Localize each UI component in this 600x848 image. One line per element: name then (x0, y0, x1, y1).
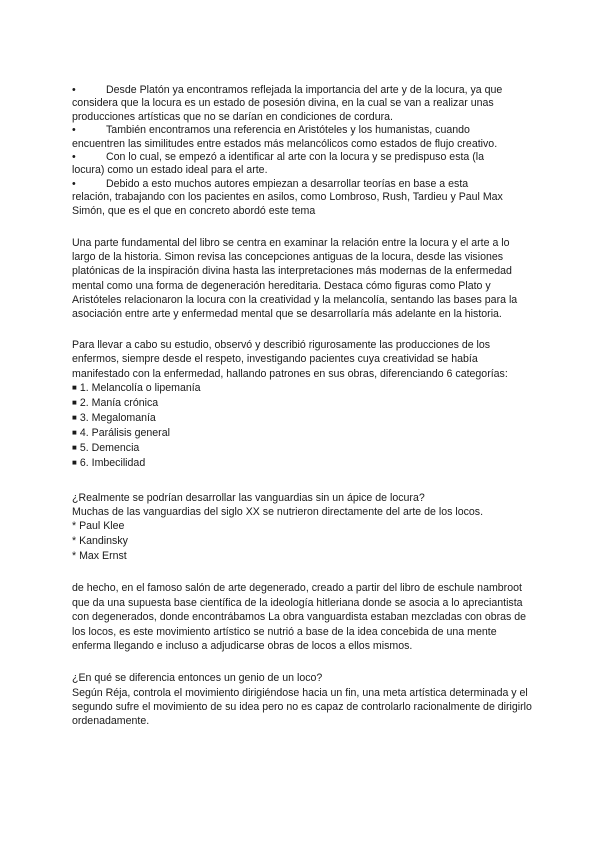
paragraph-study: Para llevar a cabo su estudio, observó y describió rigurosamente las producciones de los enfermos, siempre desde el respeto, investigando pacientes cuya creatividad se había manifestado con la enfermedad, hallando patrones en sus obras, diferenciando 6 categorías: (72, 339, 508, 380)
list-item (72, 84, 532, 124)
paragraph-degenerate-art: de hecho, en el famoso salón de arte degenerado, creado a partir del libro de eschule nambroot que da una supuesta base científica de la ideología hitleriana donde se asocia a lo apreciantista con degenerados, donde encontrábamos La obra vanguardista estaban mezcladas con obras de los locos, es este movimiento artístico se nutrió a base de la idea concebida de una mente enferma llegando e incluso a adjudicarse obras de locos a ellos mismos. (72, 582, 527, 652)
list-item: ■ 3. Megalomanía (72, 411, 532, 426)
bullet-text-first-line: También encontramos una referencia en Aristóteles y los humanistas, cuando (106, 124, 470, 137)
vanguard-intro: Muchas de las vanguardias del siglo XX se nutrieron directamente del arte de los locos. (72, 506, 484, 519)
bullet-text-continuation: relación, trabajando con los pacientes en asilos, como Lombroso, Rush, Tardieu y Paul Max Simón, que es el que en concreto abordó este tema (72, 191, 503, 217)
paragraph-reja: Según Réja, controla el movimiento dirigiéndose hacia un fin, una meta artística determinada y el segundo sufre el movimiento de su idea pero no es capaz de controlarlo racionalmente de dirigirlo ordenadamente. (72, 686, 532, 727)
bullet-text-continuation: encuentren las similitudes entre estados más melancólicos como estados de flujo creativo. (72, 137, 498, 150)
question-genius: ¿En qué se diferencia entonces un genio de un loco? (72, 672, 323, 685)
bullet-text-continuation: locura) como un estado ideal para el arte. (72, 164, 268, 177)
list-item: * Paul Klee (72, 520, 125, 533)
list-item: * Kandinsky (72, 535, 128, 548)
artist-list (72, 519, 532, 564)
bullet-text-first-line: Con lo cual, se empezó a identificar al arte con la locura y se predispuso esta (la (106, 151, 485, 164)
document-page (72, 84, 532, 728)
list-item: ■ 2. Manía crónica (72, 396, 532, 411)
list-item (72, 124, 532, 151)
list-item: ■ 5. Demencia (72, 441, 532, 456)
bullet-text-continuation: considera que la locura es un estado de posesión divina, en la cual se van a realizar unas producciones artísticas que no se darían en condiciones de cordura. (72, 97, 494, 123)
bullet-dot: • (72, 151, 76, 164)
bullet-dot: • (72, 84, 76, 96)
list-item (72, 178, 532, 218)
paragraph-history: Una parte fundamental del libro se centra en examinar la relación entre la locura y el arte a lo largo de la historia. Simon revisa las concepciones antiguas de la locura, desde las visiones platónicas de la inspiración divina hasta las interpretaciones más modernas de la enfermedad mental como una forma de degeneración hereditaria. Destaca cómo figuras como Plato y Aristóteles relacionaron la locura con la creatividad y la melancolía, sentando las bases para la asociación entre arte y enfermedad mental que se desarrollaría más adelante en la historia. (72, 237, 518, 321)
question-vanguard: ¿Realmente se podrían desarrollar las vanguardias sin un ápice de locura? (72, 491, 425, 504)
bullet-list (72, 84, 532, 218)
list-item: ■ 1. Melancolía o lipemanía (72, 381, 532, 396)
bullet-text-first-line: Debido a esto muchos autores empiezan a desarrollar teorías en base a esta (106, 177, 469, 190)
list-item (72, 151, 532, 178)
bullet-dot: • (72, 124, 76, 137)
list-item: * Max Ernst (72, 550, 127, 563)
list-item: ■ 4. Parálisis general (72, 426, 532, 441)
bullet-text-first-line: Desde Platón ya encontramos reflejada la importancia del arte y de la locura, ya que (106, 84, 503, 96)
bullet-dot: • (72, 177, 76, 190)
category-list (72, 381, 532, 471)
list-item: ■ 6. Imbecilidad (72, 456, 532, 471)
